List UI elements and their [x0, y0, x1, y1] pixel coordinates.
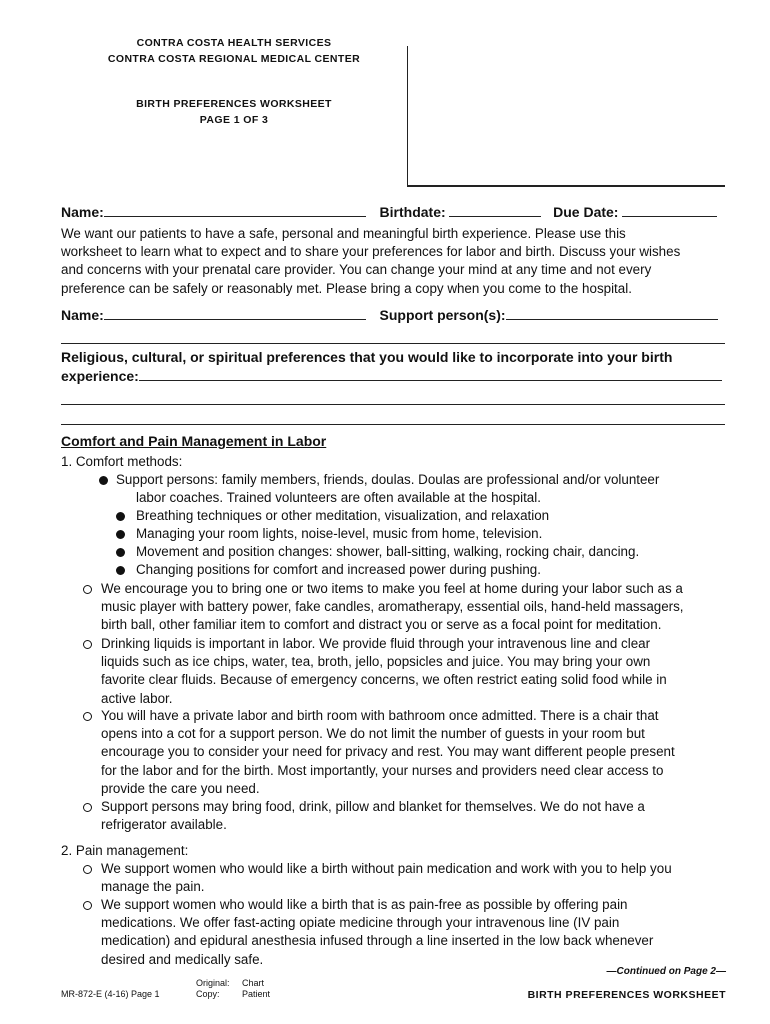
bullet-dot-icon [116, 566, 125, 575]
page-label: PAGE 1 OF 3 [199, 114, 269, 126]
original-label: Original: [196, 978, 230, 988]
distribution-block [196, 978, 270, 1000]
bullet-dot-icon [116, 548, 125, 557]
intro-line: preference can be safely or reasonably met. Please bring a copy when you come to the hospital. [61, 280, 632, 296]
list-item: We encourage you to bring one or two items to make you feel at home during your labor such as a music player with battery power, fake candles, aromatherapy, essential oils, hand-held massagers, birth ball, other familiar item to comfort and distract you or serve as a focal point for meditation. [101, 580, 684, 635]
support-persons-label: Support person(s): [379, 307, 506, 323]
org-line-1: CONTRA COSTA HEALTH SERVICES [136, 37, 332, 49]
list-item: Breathing techniques or other meditation, visualization, and relaxation [136, 507, 549, 525]
due-date-label: Due Date: [553, 204, 619, 220]
list-item: Managing your room lights, noise-level, music from home, television. [136, 525, 542, 543]
list-item: Changing positions for comfort and increased power during pushing. [136, 561, 541, 579]
religious-extra-line-2[interactable] [61, 424, 725, 425]
label-box-bottom-rule [407, 185, 725, 187]
bullet-circle-icon [83, 585, 92, 594]
birthdate-label: Birthdate: [379, 204, 446, 220]
patient-info-row [61, 203, 725, 220]
name2-field[interactable] [104, 306, 366, 320]
section-title: Comfort and Pain Management in Labor [61, 433, 327, 449]
intro-paragraph [61, 225, 727, 298]
bullet-circle-icon [83, 865, 92, 874]
org-line-2: CONTRA COSTA REGIONAL MEDICAL CENTER [107, 53, 361, 65]
bullet-circle-icon [83, 803, 92, 812]
copy-value: Patient [242, 989, 271, 999]
header-org [61, 35, 407, 67]
intro-line: and concerns with your prenatal care provider. You can change your mind at any time and not every [61, 262, 652, 278]
doc-title: BIRTH PREFERENCES WORKSHEET [136, 98, 332, 110]
list-item: Support persons may bring food, drink, pillow and blanket for themselves. We do not have a refrigerator available. [101, 798, 645, 834]
name-label: Name: [61, 204, 104, 220]
bullet-dot-icon [99, 476, 108, 485]
copy-label: Copy: [196, 989, 220, 999]
item-1-label: 1. Comfort methods: [61, 454, 183, 469]
list-item: Support persons: family members, friends, doulas. Doulas are professional and/or volunteer labor coaches. Trained volunteers are often available at the hospital. [116, 471, 659, 507]
item-2-label: 2. Pain management: [61, 843, 189, 858]
support-persons-field[interactable] [506, 306, 718, 320]
support-info-row [61, 306, 725, 323]
bullet-circle-icon [83, 901, 92, 910]
birthdate-field[interactable] [449, 203, 541, 217]
religious-answer-row [61, 367, 725, 384]
name2-label: Name: [61, 307, 104, 323]
bullet-circle-icon [83, 712, 92, 721]
bullet-circle-icon [83, 640, 92, 649]
religious-experience-label: experience: [61, 368, 139, 384]
intro-line: worksheet to learn what to expect and to share your preferences for labor and birth. Discuss your wishes [61, 244, 681, 260]
original-value: Chart [242, 978, 265, 988]
label-box-vertical-rule [407, 46, 408, 186]
bullet-dot-icon [116, 530, 125, 539]
list-item: Movement and position changes: shower, ball-sitting, walking, rocking chair, dancing. [136, 543, 639, 561]
religious-field[interactable] [139, 367, 722, 381]
footer-title: BIRTH PREFERENCES WORKSHEET [527, 989, 726, 1001]
doc-title-block [61, 96, 407, 128]
list-item: Drinking liquids is important in labor. We provide fluid through your intravenous line and clear liquids such as ice chips, water, tea, broth, jello, popsicles and juice. You may bring your own favorite clear fluids. Because of emergency concerns, we often restrict eating solid food while in active labor. [101, 635, 667, 708]
religious-question-line1: Religious, cultural, or spiritual preferences that you would like to incorporate into your birth [61, 349, 673, 365]
religious-extra-line-1[interactable] [61, 404, 725, 405]
intro-line: We want our patients to have a safe, personal and meaningful birth experience. Please use this [61, 226, 626, 241]
bullet-dot-icon [116, 512, 125, 521]
name-field[interactable] [104, 203, 366, 217]
list-item: We support women who would like a birth without pain medication and work with you to help you manage the pain. [101, 860, 672, 896]
due-date-field[interactable] [622, 203, 717, 217]
list-item: We support women who would like a birth that is as pain-free as possible by offering pain medications. We offer fast-acting opiate medicine through your intravenous line (IV pain medication) and epidural anesthesia infused through a line inserted in the low back whenever desired and medically safe. [101, 896, 653, 969]
continued-note: —Continued on Page 2— [606, 966, 726, 977]
form-id: MR-872-E (4-16) Page 1 [61, 989, 160, 999]
list-item: You will have a private labor and birth room with bathroom once admitted. There is a chair that opens into a cot for a support person. We do not limit the number of guests in your room but encourage you to consider your need for privacy and rest. You may want different people present for the labor and for the birth. Most importantly, your nurses and providers need clear access to provide the care you need. [101, 707, 675, 798]
religious-question [61, 349, 725, 365]
support-extra-line[interactable] [61, 343, 725, 344]
